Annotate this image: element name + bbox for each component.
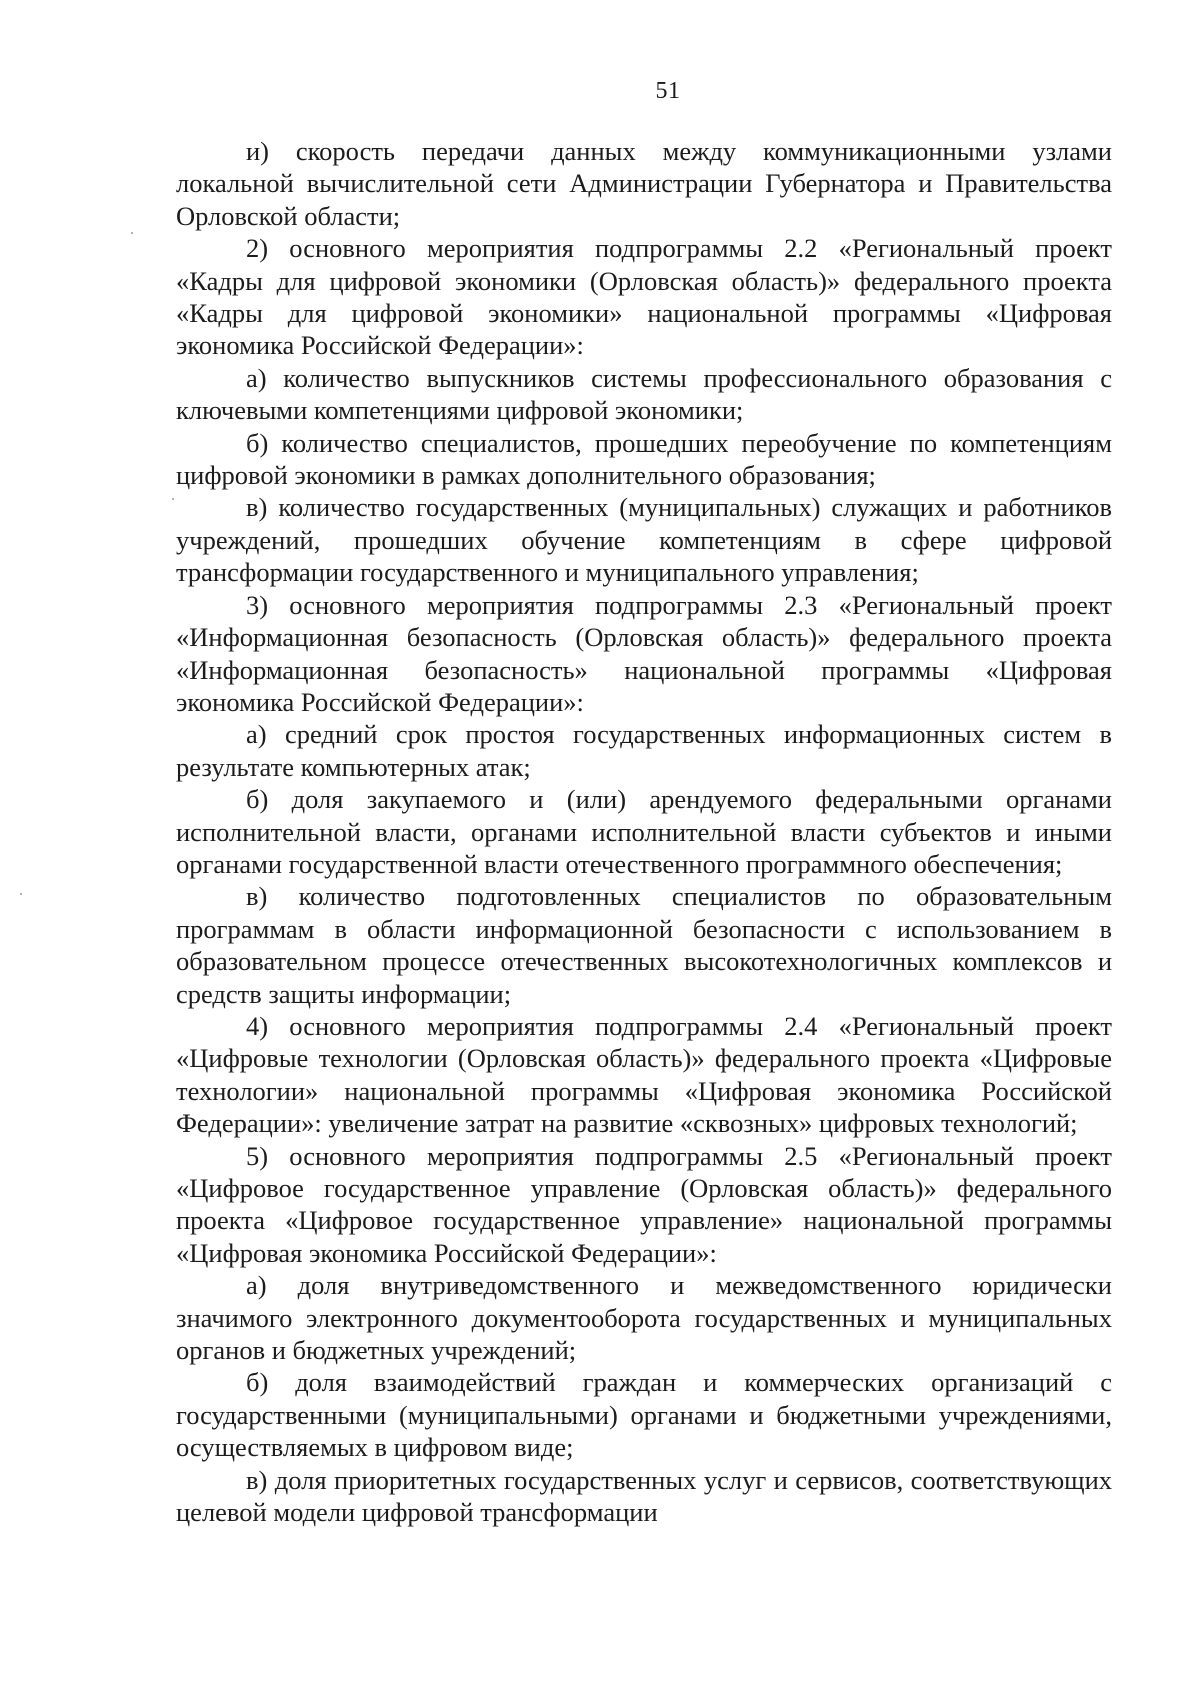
paragraph-item-3: 3) основного мероприятия подпрограммы 2.3 «Региональный проект «Информационная безопасность (Орловская область)» федерального проекта «Информационная безопасность» национальной программы «Цифровая экономика Российской Федерации»:: [176, 589, 1112, 717]
paragraph-item-5v: в) доля приоритетных государственных услуг и сервисов, соответствующих целевой модели цифровой трансформации: [176, 1464, 1112, 1528]
scan-speck: [172, 498, 174, 500]
paragraph-item-3a: а) средний срок простоя государственных информационных систем в результате компьютерных атак;: [176, 719, 1112, 782]
document-body: [176, 135, 1112, 1528]
paragraph-item-2v: в) количество государственных (муниципальных) служащих и работников учреждений, прошедших обучение компетенциям в сфере цифровой трансформации государственного и муниципального управления;: [176, 492, 1112, 588]
paragraph-item-2: 2) основного мероприятия подпрограммы 2.2 «Региональный проект «Кадры для цифровой экономики (Орловская область)» федерального проекта «Кадры для цифровой экономики» национальной программы «Цифровая экономика Российской Федерации»:: [176, 233, 1112, 361]
paragraph-item-5: 5) основного мероприятия подпрограммы 2.5 «Региональный проект «Цифровое государственное управление (Орловская область)» федерального проекта «Цифровое государственное управление» национальной программы «Цифровая экономика Российской Федерации»:: [176, 1140, 1112, 1268]
scan-speck: [20, 893, 22, 895]
page-number: 51: [655, 78, 681, 104]
paragraph-item-5b: б) доля взаимодействий граждан и коммерческих организаций с государственными (муниципальными) органами и бюджетными учреждениями, осуществляемых в цифровом виде;: [176, 1367, 1112, 1463]
paragraph-item-i: и) скорость передачи данных между коммуникационными узлами локальной вычислительной сети Администрации Губернатора и Правительства Орловской области;: [176, 136, 1112, 231]
paragraph-item-2a: а) количество выпускников системы профессионального образования с ключевыми компетенциями цифровой экономики;: [176, 362, 1112, 426]
paragraph-item-4: 4) основного мероприятия подпрограммы 2.4 «Региональный проект «Цифровые технологии (Орловская область)» федерального проекта «Цифровые технологии» национальной программы «Цифровая экономика Российской Федерации»: увеличение затрат на развитие «сквозных» цифровых технологий;: [176, 1010, 1112, 1139]
paragraph-item-5a: а) доля внутриведомственного и межведомственного юридически значимого электронного документооборота государственных и муниципальных органов и бюджетных учреждений;: [176, 1270, 1112, 1366]
scan-speck: [131, 232, 133, 234]
paragraph-item-2b: б) количество специалистов, прошедших переобучение по компетенциям цифровой экономики в рамках дополнительного образования;: [176, 427, 1112, 491]
paragraph-item-3v: в) количество подготовленных специалистов по образовательным программам в области информационной безопасности с использованием в образовательном процессе отечественных высокотехнологичных комплексов и средств защиты информации;: [176, 881, 1112, 1009]
paragraph-item-3b: б) доля закупаемого и (или) арендуемого федеральными органами исполнительной власти, органами исполнительной власти субъектов и иными органами государственной власти отечественного программного обеспечения;: [176, 784, 1112, 879]
